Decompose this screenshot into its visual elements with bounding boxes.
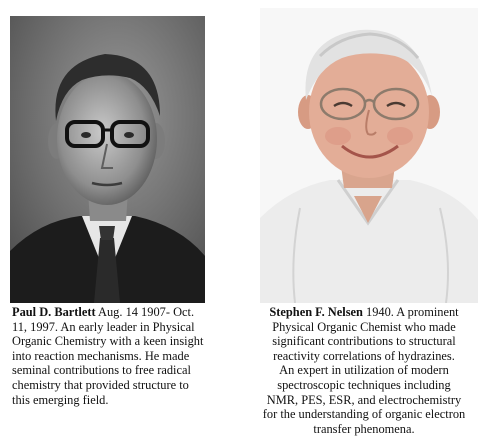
nelsen-caption-line: Physical Organic Chemist who made: [272, 319, 456, 334]
nelsen-caption-line: [244, 305, 484, 320]
bartlett-caption: [12, 305, 242, 407]
nelsen-caption-line: An expert in utilization of modern: [279, 363, 449, 378]
bartlett-caption-line: this emerging field.: [12, 392, 109, 407]
bartlett-caption-line: 11, 1997. An early leader in Physical: [12, 319, 195, 334]
bartlett-portrait-drawing: [10, 16, 205, 303]
bartlett-name: Paul D. Bartlett: [12, 305, 96, 319]
nelsen-caption-line: significant contributions to structural: [272, 334, 456, 349]
nelsen-portrait-photo: [260, 8, 478, 303]
bartlett-portrait-photo: [10, 16, 205, 303]
bartlett-caption-line: seminal contributions to free radical: [12, 363, 191, 378]
bartlett-dates: Aug. 14 1907- Oct.: [95, 305, 195, 319]
nelsen-caption-line: spectroscopic techniques including: [277, 377, 451, 392]
bartlett-caption-line: into reaction mechanisms. He made: [12, 348, 190, 363]
bartlett-caption-line: chemistry that provided structure to: [12, 377, 189, 392]
nelsen-caption-line: transfer phenomena.: [313, 421, 415, 436]
nelsen-portrait-drawing: [260, 8, 478, 303]
bartlett-caption-line: [12, 305, 242, 320]
nelsen-caption-line: for the understanding of organic electron: [262, 407, 466, 422]
nelsen-dates: 1940. A prominent: [362, 305, 459, 319]
nelsen-caption: [244, 305, 484, 436]
bartlett-caption-line: Organic Chemistry with a keen insight: [12, 334, 204, 349]
nelsen-caption-line: NMR, PES, ESR, and electrochemistry: [266, 392, 462, 407]
nelsen-name: Stephen F. Nelsen: [269, 305, 363, 319]
nelsen-caption-line: reactivity correlations of hydrazines.: [273, 348, 455, 363]
